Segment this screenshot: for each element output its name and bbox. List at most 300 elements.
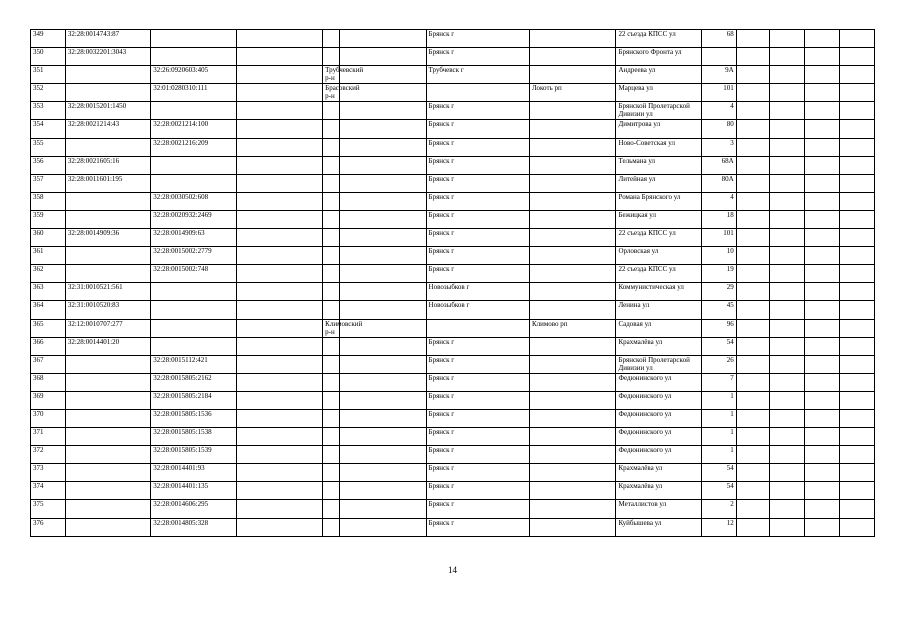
city-cell: Брянск г (426, 210, 529, 228)
district-cell (323, 337, 340, 355)
district-cell (323, 247, 340, 265)
empty-cell (805, 391, 840, 409)
table-row (31, 192, 875, 210)
empty-cell (840, 156, 875, 174)
empty-cell (770, 66, 805, 84)
empty-cell (236, 210, 323, 228)
row-number: 363 (31, 283, 66, 301)
settlement-cell (529, 301, 616, 319)
city-cell: Брянск г (426, 174, 529, 192)
empty-cell (840, 446, 875, 464)
row-number: 349 (31, 30, 66, 48)
city-cell: Брянск г (426, 482, 529, 500)
table-row (31, 428, 875, 446)
empty-cell (736, 482, 770, 500)
house-number-cell: 96 (701, 319, 736, 337)
empty-cell (840, 66, 875, 84)
empty-cell (340, 102, 427, 120)
empty-cell (770, 373, 805, 391)
empty-cell (736, 464, 770, 482)
empty-cell (770, 464, 805, 482)
empty-cell (805, 138, 840, 156)
cadastral-number-1: 32:28:0014743:87 (65, 30, 150, 48)
empty-cell (805, 84, 840, 102)
empty-cell (770, 319, 805, 337)
empty-cell (805, 229, 840, 247)
row-number: 362 (31, 265, 66, 283)
district-cell (323, 174, 340, 192)
empty-cell (840, 500, 875, 518)
city-cell: Брянск г (426, 518, 529, 536)
empty-cell (340, 500, 427, 518)
table-row (31, 120, 875, 138)
empty-cell (340, 210, 427, 228)
empty-cell (770, 337, 805, 355)
city-cell: Брянск г (426, 373, 529, 391)
city-cell: Брянск г (426, 138, 529, 156)
empty-cell (805, 265, 840, 283)
empty-cell (340, 373, 427, 391)
row-number: 359 (31, 210, 66, 228)
table-row (31, 156, 875, 174)
empty-cell (236, 174, 323, 192)
house-number-cell: 7 (701, 373, 736, 391)
empty-cell (770, 428, 805, 446)
house-number-cell: 45 (701, 301, 736, 319)
empty-cell (736, 102, 770, 120)
settlement-cell (529, 247, 616, 265)
empty-cell (770, 500, 805, 518)
empty-cell (805, 301, 840, 319)
table-row (31, 138, 875, 156)
empty-cell (340, 247, 427, 265)
cadastral-number-1 (65, 446, 150, 464)
house-number-cell: 68 (701, 30, 736, 48)
table-row (31, 301, 875, 319)
cadastral-number-2: 32:28:0014606:295 (151, 500, 236, 518)
street-cell: Ново-Советская ул (616, 138, 701, 156)
table-body (31, 30, 875, 537)
cadastral-number-2: 32:28:0015002:2779 (151, 247, 236, 265)
city-cell: Брянск г (426, 409, 529, 427)
empty-cell (770, 48, 805, 66)
empty-cell (340, 301, 427, 319)
cadastral-number-2: 32:28:0015805:1539 (151, 446, 236, 464)
street-cell: Андреева ул (616, 66, 701, 84)
row-number: 355 (31, 138, 66, 156)
city-cell: Брянск г (426, 30, 529, 48)
house-number-cell: 10 (701, 247, 736, 265)
cadastral-number-1 (65, 428, 150, 446)
empty-cell (770, 355, 805, 373)
empty-cell (805, 446, 840, 464)
house-number-cell: 4 (701, 192, 736, 210)
row-number: 360 (31, 229, 66, 247)
empty-cell (236, 464, 323, 482)
cadastral-number-1 (65, 409, 150, 427)
row-number: 350 (31, 48, 66, 66)
table-row (31, 391, 875, 409)
settlement-cell (529, 120, 616, 138)
table-row (31, 373, 875, 391)
district-cell (323, 283, 340, 301)
street-cell: Марцева ул (616, 84, 701, 102)
empty-cell (840, 301, 875, 319)
settlement-cell (529, 138, 616, 156)
empty-cell (736, 138, 770, 156)
empty-cell (770, 518, 805, 536)
empty-cell (840, 428, 875, 446)
empty-cell (805, 355, 840, 373)
district-cell (323, 120, 340, 138)
empty-cell (805, 120, 840, 138)
empty-cell (805, 500, 840, 518)
city-cell (426, 84, 529, 102)
empty-cell (340, 156, 427, 174)
empty-cell (840, 409, 875, 427)
row-number: 373 (31, 464, 66, 482)
cadastral-number-1 (65, 518, 150, 536)
settlement-cell (529, 446, 616, 464)
house-number-cell: 1 (701, 391, 736, 409)
empty-cell (340, 120, 427, 138)
cadastral-number-1: 32:28:0021214:43 (65, 120, 150, 138)
settlement-cell (529, 192, 616, 210)
house-number-cell: 80 (701, 120, 736, 138)
street-cell: Федюнинского ул (616, 428, 701, 446)
street-cell: Крахмалёва ул (616, 482, 701, 500)
table-row (31, 500, 875, 518)
house-number-cell: 29 (701, 283, 736, 301)
street-cell: 22 съезда КПСС ул (616, 265, 701, 283)
empty-cell (770, 247, 805, 265)
district-cell (323, 409, 340, 427)
empty-cell (770, 301, 805, 319)
cadastral-number-2: 32:28:0021214:100 (151, 120, 236, 138)
street-cell: Брянской Пролетарской Дивизии ул (616, 102, 701, 120)
empty-cell (340, 265, 427, 283)
register-table (30, 29, 875, 537)
empty-cell (840, 138, 875, 156)
cadastral-number-2: 32:28:0020932:2469 (151, 210, 236, 228)
table-row (31, 319, 875, 337)
row-number: 375 (31, 500, 66, 518)
empty-cell (770, 446, 805, 464)
empty-cell (736, 373, 770, 391)
empty-cell (770, 409, 805, 427)
table-row (31, 337, 875, 355)
cadastral-number-2: 32:28:0030502:608 (151, 192, 236, 210)
row-number: 370 (31, 409, 66, 427)
empty-cell (736, 66, 770, 84)
house-number-cell: 1 (701, 446, 736, 464)
empty-cell (805, 174, 840, 192)
cadastral-number-1: 32:28:0014401:20 (65, 337, 150, 355)
settlement-cell (529, 482, 616, 500)
empty-cell (340, 518, 427, 536)
cadastral-number-2: 32:26:0920603:405 (151, 66, 236, 84)
house-number-cell: 2 (701, 500, 736, 518)
cadastral-number-1 (65, 265, 150, 283)
cadastral-number-1 (65, 66, 150, 84)
empty-cell (770, 138, 805, 156)
empty-cell (770, 30, 805, 48)
empty-cell (805, 283, 840, 301)
house-number-cell: 54 (701, 337, 736, 355)
settlement-cell (529, 355, 616, 373)
settlement-cell (529, 210, 616, 228)
street-cell: Федюнинского ул (616, 391, 701, 409)
empty-cell (770, 229, 805, 247)
table-row (31, 66, 875, 84)
settlement-cell (529, 464, 616, 482)
cadastral-number-2: 32:28:0014401:93 (151, 464, 236, 482)
table-row (31, 464, 875, 482)
empty-cell (236, 229, 323, 247)
empty-cell (840, 482, 875, 500)
house-number-cell: 80А (701, 174, 736, 192)
house-number-cell: 3 (701, 138, 736, 156)
empty-cell (805, 66, 840, 84)
row-number: 361 (31, 247, 66, 265)
table-row (31, 482, 875, 500)
cadastral-number-2 (151, 156, 236, 174)
empty-cell (805, 428, 840, 446)
empty-cell (236, 84, 323, 102)
street-cell: Куйбышева ул (616, 518, 701, 536)
street-cell: Федюнинского ул (616, 373, 701, 391)
empty-cell (236, 518, 323, 536)
empty-cell (805, 210, 840, 228)
empty-cell (840, 355, 875, 373)
empty-cell (236, 192, 323, 210)
empty-cell (805, 409, 840, 427)
empty-cell (736, 84, 770, 102)
settlement-cell (529, 174, 616, 192)
empty-cell (340, 391, 427, 409)
settlement-cell (529, 283, 616, 301)
empty-cell (840, 84, 875, 102)
settlement-cell (529, 428, 616, 446)
empty-cell (736, 48, 770, 66)
empty-cell (840, 337, 875, 355)
empty-cell (236, 102, 323, 120)
city-cell: Брянск г (426, 192, 529, 210)
empty-cell (840, 373, 875, 391)
empty-cell (236, 482, 323, 500)
district-cell: Трубчевский р-н (323, 66, 340, 84)
district-cell (323, 446, 340, 464)
district-cell (323, 48, 340, 66)
empty-cell (340, 355, 427, 373)
street-cell: Федюнинского ул (616, 409, 701, 427)
cadastral-number-1: 32:28:0015201:1450 (65, 102, 150, 120)
cadastral-number-2: 32:28:0015805:2162 (151, 373, 236, 391)
cadastral-number-2: 32:28:0015002:748 (151, 265, 236, 283)
district-cell: Климовский р-н (323, 319, 340, 337)
empty-cell (805, 247, 840, 265)
empty-cell (340, 482, 427, 500)
empty-cell (236, 156, 323, 174)
empty-cell (736, 283, 770, 301)
table-row (31, 30, 875, 48)
street-cell: 22 съезда КПСС ул (616, 229, 701, 247)
settlement-cell (529, 102, 616, 120)
empty-cell (236, 120, 323, 138)
house-number-cell: 68А (701, 156, 736, 174)
empty-cell (736, 337, 770, 355)
empty-cell (770, 265, 805, 283)
empty-cell (340, 464, 427, 482)
street-cell: Федюнинского ул (616, 446, 701, 464)
empty-cell (805, 30, 840, 48)
cadastral-number-1 (65, 355, 150, 373)
empty-cell (840, 192, 875, 210)
house-number-cell: 101 (701, 84, 736, 102)
table-row (31, 229, 875, 247)
empty-cell (770, 192, 805, 210)
empty-cell (770, 174, 805, 192)
settlement-cell (529, 156, 616, 174)
cadastral-number-2: 32:28:0021216:209 (151, 138, 236, 156)
street-cell: Металлистов ул (616, 500, 701, 518)
cadastral-number-2: 32:28:0014401:135 (151, 482, 236, 500)
settlement-cell: Локоть рп (529, 84, 616, 102)
city-cell: Брянск г (426, 48, 529, 66)
row-number: 376 (31, 518, 66, 536)
empty-cell (736, 229, 770, 247)
settlement-cell (529, 409, 616, 427)
district-cell (323, 518, 340, 536)
street-cell: Романа Брянского ул (616, 192, 701, 210)
empty-cell (736, 120, 770, 138)
cadastral-number-1 (65, 247, 150, 265)
empty-cell (805, 518, 840, 536)
city-cell: Брянск г (426, 265, 529, 283)
empty-cell (340, 30, 427, 48)
street-cell: 22 съезда КПСС ул (616, 30, 701, 48)
cadastral-number-1 (65, 138, 150, 156)
street-cell: Бежицкая ул (616, 210, 701, 228)
empty-cell (236, 355, 323, 373)
empty-cell (770, 283, 805, 301)
cadastral-number-2: 32:28:0015112:421 (151, 355, 236, 373)
city-cell: Брянск г (426, 500, 529, 518)
street-cell: Коммунистическая ул (616, 283, 701, 301)
settlement-cell (529, 337, 616, 355)
district-cell (323, 102, 340, 120)
empty-cell (805, 156, 840, 174)
street-cell: Брянского Фронта ул (616, 48, 701, 66)
empty-cell (805, 373, 840, 391)
row-number: 357 (31, 174, 66, 192)
district-cell (323, 138, 340, 156)
page-number: 14 (448, 565, 457, 575)
city-cell: Трубчевск г (426, 66, 529, 84)
cadastral-number-2 (151, 174, 236, 192)
empty-cell (736, 355, 770, 373)
empty-cell (236, 265, 323, 283)
house-number-cell: 4 (701, 102, 736, 120)
empty-cell (840, 120, 875, 138)
cadastral-number-2: 32:01:0280310:111 (151, 84, 236, 102)
cadastral-number-2 (151, 30, 236, 48)
cadastral-number-1 (65, 500, 150, 518)
cadastral-number-2 (151, 337, 236, 355)
district-cell (323, 30, 340, 48)
empty-cell (805, 464, 840, 482)
house-number-cell: 19 (701, 265, 736, 283)
row-number: 369 (31, 391, 66, 409)
cadastral-number-2: 32:28:0015805:1536 (151, 409, 236, 427)
city-cell: Брянск г (426, 428, 529, 446)
empty-cell (236, 446, 323, 464)
empty-cell (236, 283, 323, 301)
row-number: 372 (31, 446, 66, 464)
cadastral-number-1 (65, 464, 150, 482)
cadastral-number-2 (151, 301, 236, 319)
empty-cell (340, 138, 427, 156)
empty-cell (805, 192, 840, 210)
district-cell (323, 301, 340, 319)
empty-cell (736, 319, 770, 337)
empty-cell (236, 138, 323, 156)
empty-cell (770, 84, 805, 102)
street-cell: Садовая ул (616, 319, 701, 337)
city-cell: Брянск г (426, 355, 529, 373)
empty-cell (805, 319, 840, 337)
district-cell (323, 482, 340, 500)
empty-cell (236, 319, 323, 337)
empty-cell (736, 391, 770, 409)
street-cell: Брянской Пролетарской Дивизии ул (616, 355, 701, 373)
row-number: 365 (31, 319, 66, 337)
settlement-cell (529, 373, 616, 391)
empty-cell (236, 500, 323, 518)
cadastral-number-2 (151, 48, 236, 66)
empty-cell (805, 337, 840, 355)
city-cell: Новозыбков г (426, 283, 529, 301)
cadastral-number-1: 32:12:0010707:277 (65, 319, 150, 337)
cadastral-number-1: 32:31:0010521:561 (65, 283, 150, 301)
cadastral-number-2: 32:28:0015805:2184 (151, 391, 236, 409)
row-number: 352 (31, 84, 66, 102)
empty-cell (770, 482, 805, 500)
table-row (31, 355, 875, 373)
settlement-cell (529, 66, 616, 84)
empty-cell (340, 174, 427, 192)
city-cell: Брянск г (426, 102, 529, 120)
empty-cell (736, 247, 770, 265)
table-row (31, 48, 875, 66)
settlement-cell (529, 391, 616, 409)
empty-cell (340, 229, 427, 247)
city-cell: Брянск г (426, 446, 529, 464)
empty-cell (840, 518, 875, 536)
empty-cell (236, 48, 323, 66)
cadastral-number-2: 32:28:0014805:328 (151, 518, 236, 536)
row-number: 351 (31, 66, 66, 84)
empty-cell (770, 120, 805, 138)
street-cell: Тельмана ул (616, 156, 701, 174)
table-row (31, 283, 875, 301)
empty-cell (736, 500, 770, 518)
street-cell: Литейная ул (616, 174, 701, 192)
street-cell: Димитрова ул (616, 120, 701, 138)
table-row (31, 409, 875, 427)
row-number: 368 (31, 373, 66, 391)
cadastral-number-2 (151, 319, 236, 337)
